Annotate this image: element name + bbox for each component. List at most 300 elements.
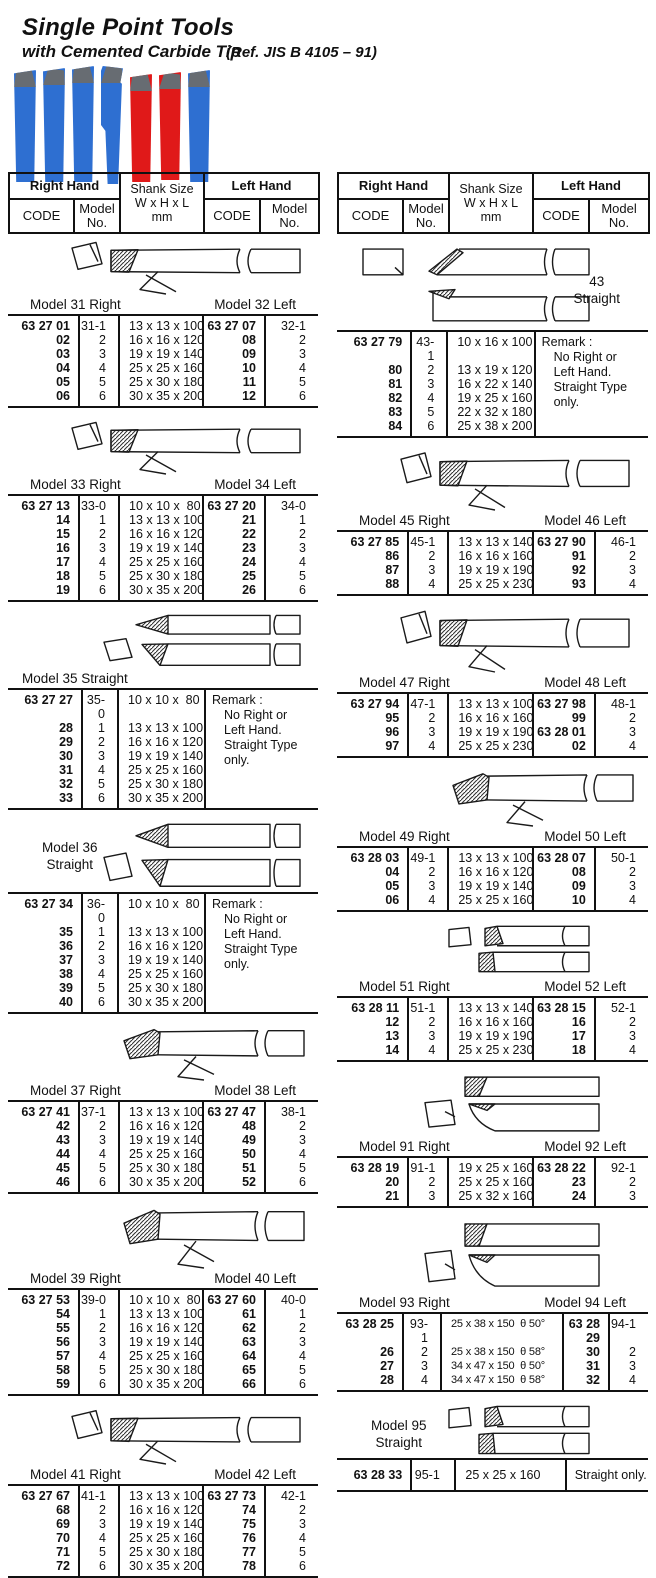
right-code-cell: 27 (380, 1359, 394, 1373)
tool-drawing-model-51-52 (337, 922, 648, 976)
table-row (8, 1101, 318, 1119)
spec-table-model-93-94 (337, 1312, 648, 1392)
right-model-cell: 3 (408, 725, 448, 739)
left-code-cell: 09 (203, 347, 265, 361)
right-model-cell: 3 (79, 1517, 119, 1531)
shank-size-cell: 16 x 16 x 120 (448, 865, 532, 879)
shank-size-cell: 19 x 19 x 140 (119, 1335, 203, 1349)
left-model-cell: 4 (595, 1043, 648, 1061)
model-label-right: Model 51 Right (359, 979, 450, 994)
table-row (337, 739, 648, 757)
right-code-cell: 63 27 41 (21, 1105, 70, 1119)
shank-size-cell: 16 x 22 x 140 (447, 377, 534, 391)
model-cell: 3 (82, 953, 118, 967)
group-model-35 (8, 612, 318, 810)
right-code-cell: 63 28 25 (345, 1317, 394, 1331)
code-header: CODE (9, 199, 74, 233)
right-model-cell: 3 (79, 541, 119, 555)
shank-size-cell: 25 x 25 x 160 (119, 555, 203, 569)
tool-bit-blue-1 (14, 70, 36, 182)
left-model-cell: 1 (265, 513, 318, 527)
right-code-cell: 14 (56, 513, 70, 527)
table-row (8, 361, 318, 375)
shank-size-cell: 16 x 16 x 120 (119, 1503, 203, 1517)
left-model-cell: 2 (595, 865, 648, 879)
right-code-cell: 63 27 85 (350, 535, 400, 549)
tool-drawing-sketch (8, 612, 318, 670)
shank-size-cell: 22 x 32 x 180 (447, 405, 534, 419)
code-cell: 83 (388, 405, 403, 419)
shank-size-cell: 25 x 25 x 160 (119, 1349, 203, 1363)
right-model-cell: 6 (79, 1175, 119, 1193)
left-model-cell: 32-1 (265, 315, 318, 333)
table-row (337, 997, 648, 1015)
left-code-cell: 63 27 90 (533, 531, 595, 549)
shank-size-cell: 30 x 35 x 200 (118, 995, 205, 1013)
left-code-cell: 63 27 47 (203, 1101, 265, 1119)
spec-table-model-45-46 (337, 530, 648, 596)
table-row (8, 1175, 318, 1193)
left-model-cell: 48-1 (595, 693, 648, 711)
shank-size-cell: 13 x 13 x 100 (448, 693, 532, 711)
shank-size-cell: 16 x 16 x 160 (448, 549, 532, 563)
code-cell: 84 (388, 419, 403, 433)
table-row (337, 1189, 648, 1207)
shank-size-cell: 19 x 19 x 140 (119, 347, 203, 361)
left-model-cell: 4 (265, 1349, 318, 1363)
left-code-cell: 10 (203, 361, 265, 375)
left-code-cell: 76 (203, 1531, 265, 1545)
shank-size-cell: 30 x 35 x 200 (119, 1175, 203, 1193)
spec-table-model-37-38 (8, 1100, 318, 1194)
table-row (337, 693, 648, 711)
model-cell: 1 (82, 925, 118, 939)
right-model-cell: 6 (79, 583, 119, 601)
table-row (337, 563, 648, 577)
left-code-cell: 48 (203, 1119, 265, 1133)
right-model-cell: 2 (403, 1345, 441, 1359)
code-header: CODE (338, 199, 403, 233)
left-model-cell: 4 (265, 361, 318, 375)
table-row (8, 541, 318, 555)
right-code-cell: 03 (56, 347, 70, 361)
model-label-model-35: Model 35 Straight (22, 671, 128, 686)
tool-drawing-sketch (337, 768, 647, 826)
table-row (337, 1373, 648, 1391)
left-code-cell: 24 (533, 1189, 595, 1207)
right-code-cell: 63 27 94 (350, 697, 400, 711)
table-row (8, 1307, 318, 1321)
left-model-cell: 1 (265, 1307, 318, 1321)
right-model-cell: 2 (408, 549, 448, 563)
right-code-cell: 46 (56, 1175, 70, 1189)
left-model-cell: 52-1 (595, 997, 648, 1015)
table-row (337, 1175, 648, 1189)
shank-size-cell: 30 x 35 x 200 (119, 1377, 203, 1395)
table-row (337, 1157, 648, 1175)
model-label-left: Model 38 Left (214, 1083, 296, 1098)
model-cell: 2 (82, 735, 118, 749)
right-code-cell: 02 (56, 333, 70, 347)
table-row (337, 893, 648, 911)
right-model-cell: 3 (79, 1133, 119, 1147)
right-code-cell: 63 27 53 (21, 1293, 70, 1307)
shank-size-cell: 16 x 16 x 120 (119, 1119, 203, 1133)
model-cell: 5 (82, 777, 118, 791)
right-code-cell: 28 (380, 1373, 394, 1387)
left-code-cell: 75 (203, 1517, 265, 1531)
model-cell: 35-0 (82, 689, 118, 721)
model-labels (337, 511, 648, 528)
shank-size-cell: 25 x 30 x 180 (119, 1363, 203, 1377)
left-model-cell: 92-1 (595, 1157, 648, 1175)
right-model-cell: 6 (79, 1559, 119, 1577)
right-model-cell: 2 (408, 1015, 448, 1029)
model-label-left: Model 52 Left (544, 979, 626, 994)
right-model-cell: 3 (408, 879, 448, 893)
tool-drawing-sketch (337, 1072, 647, 1136)
right-model-cell: 39-0 (79, 1289, 119, 1307)
column-header-table (337, 172, 650, 234)
carbide-tip (43, 68, 65, 85)
shank-size-cell: 13 x 13 x 100 (119, 315, 203, 333)
shank-size-cell: 16 x 16 x 120 (118, 939, 205, 953)
carbide-tip (14, 70, 36, 87)
right-code-cell: 95 (385, 711, 400, 725)
remark-cell: Remark : No Right or Left Hand. Straight Type only. (205, 689, 318, 809)
left-code-cell: 11 (203, 375, 265, 389)
table-row (8, 1349, 318, 1363)
table-row (8, 893, 318, 925)
model-no-header: Model No. (403, 199, 449, 233)
tool-drawing-model-91-92 (337, 1072, 648, 1136)
shank-size-cell: 16 x 16 x 120 (119, 1321, 203, 1335)
model-labels (337, 977, 648, 994)
column-header-table (8, 172, 320, 234)
left-code-cell: 51 (203, 1161, 265, 1175)
left-model-cell: 3 (595, 725, 648, 739)
model-label-left: Model 32 Left (214, 297, 296, 312)
left-code-cell: 32 (563, 1373, 609, 1391)
model-no-header: Model No. (74, 199, 120, 233)
shank-size-cell: 19 x 19 x 190 (448, 1029, 532, 1043)
right-model-cell: 41-1 (79, 1485, 119, 1503)
shank-size-cell: 25 x 25 x 230 (448, 1043, 532, 1061)
table-row (8, 1147, 318, 1161)
shank-size-cell: 16 x 16 x 120 (119, 333, 203, 347)
model-labels (8, 475, 318, 492)
left-model-cell: 2 (265, 333, 318, 347)
shank-size-cell: 19 x 19 x 190 (448, 725, 532, 739)
table-row (8, 1119, 318, 1133)
right-code-cell: 06 (385, 893, 400, 907)
model-label-left: Model 40 Left (214, 1271, 296, 1286)
shank-size-cell: 30 x 35 x 200 (119, 389, 203, 407)
tool-drawing-model-39-40 (8, 1204, 318, 1268)
group-model-47-48 (337, 606, 648, 758)
left-code-cell: 25 (203, 569, 265, 583)
model-cell: 95-1 (411, 1459, 455, 1491)
right-code-cell: 63 27 67 (21, 1489, 70, 1503)
tool-bits-photo (14, 66, 217, 186)
left-code-cell: 63 28 07 (533, 847, 595, 865)
right-code-cell: 63 28 03 (350, 851, 400, 865)
right-hand-header: Right Hand (338, 173, 449, 199)
shank-size-cell: 25 x 30 x 180 (118, 981, 205, 995)
table-row (337, 1029, 648, 1043)
table-row (337, 1459, 648, 1491)
left-model-cell: 34-0 (265, 495, 318, 513)
shank-size-cell: 25 x 30 x 180 (119, 1161, 203, 1175)
shank-size-cell: 25 x 25 x 160 (118, 763, 205, 777)
shank-size-cell: 30 x 35 x 200 (119, 583, 203, 601)
shank-size-cell: 25 x 25 x 160 (119, 361, 203, 375)
left-model-cell: 5 (265, 1545, 318, 1559)
code-cell: 28 (59, 721, 73, 735)
left-code-cell: 08 (203, 333, 265, 347)
model-label-right: Model 39 Right (30, 1271, 121, 1286)
group-model-36 (8, 820, 318, 1014)
shank-size-cell: 25 x 30 x 180 (119, 1545, 203, 1559)
left-code-cell: 63 27 20 (203, 495, 265, 513)
left-code-cell: 63 (203, 1335, 265, 1349)
code-cell: 81 (388, 377, 403, 391)
table-row (337, 1313, 648, 1345)
left-model-cell: 5 (265, 1363, 318, 1377)
left-model-cell: 4 (609, 1373, 648, 1391)
table-row (8, 1363, 318, 1377)
group-model-93-94 (337, 1218, 648, 1392)
right-code-cell: 05 (56, 375, 70, 389)
left-code-cell: 22 (203, 527, 265, 541)
tool-drawing-sketch (8, 238, 318, 294)
code-cell: 33 (59, 791, 73, 805)
left-code-cell: 02 (533, 739, 595, 757)
left-model-cell: 3 (595, 1189, 648, 1207)
tool-drawing-sketch (8, 1024, 318, 1080)
shank-size-cell: 25 x 38 x 200 (447, 419, 534, 437)
left-code-cell: 92 (533, 563, 595, 577)
right-code-cell: 20 (385, 1175, 400, 1189)
table-row (8, 347, 318, 361)
left-code-cell: 18 (533, 1043, 595, 1061)
tool-drawing-sketch (8, 1204, 318, 1268)
right-model-cell: 4 (408, 739, 448, 757)
left-model-cell: 42-1 (265, 1485, 318, 1503)
table-row (8, 583, 318, 601)
left-code-cell: 62 (203, 1321, 265, 1335)
left-model-cell: 2 (609, 1345, 648, 1359)
tool-bit-blue-4 (101, 66, 123, 184)
shank-size-cell: 25 x 25 x 160 (118, 967, 205, 981)
shank-size-cell: 25 x 38 x 150 θ 58° (441, 1345, 563, 1359)
reference-standard: (Ref. JIS B 4105 – 91) (226, 44, 377, 61)
shank-size-cell: 30 x 35 x 200 (118, 791, 205, 809)
left-model-cell: 46-1 (595, 531, 648, 549)
left-code-cell: 12 (203, 389, 265, 407)
model-labels (337, 673, 648, 690)
table-row (8, 527, 318, 541)
shank-size-cell: 13 x 13 x 100 (118, 721, 205, 735)
left-model-cell: 3 (595, 563, 648, 577)
tool-drawing-sketch (337, 922, 647, 976)
right-code-cell: 69 (56, 1517, 70, 1531)
model-cell: 43-1 (411, 331, 447, 363)
shank-size-cell: 13 x 13 x 100 (119, 1485, 203, 1503)
left-model-cell: 2 (265, 1321, 318, 1335)
shank-size-cell: 19 x 19 x 140 (118, 953, 205, 967)
right-code-cell: 63 27 13 (21, 499, 70, 513)
model-cell: 4 (82, 763, 118, 777)
tool-bit-blue-2 (43, 68, 65, 182)
right-code-cell: 58 (56, 1363, 70, 1377)
shank-size-cell: 19 x 19 x 140 (448, 879, 532, 893)
right-model-cell: 2 (408, 1175, 448, 1189)
left-code-cell: 63 27 73 (203, 1485, 265, 1503)
tool-drawing-sketch (337, 606, 647, 672)
left-model-cell: 3 (265, 1133, 318, 1147)
left-model-cell: 3 (609, 1359, 648, 1373)
spec-table-model-43 (337, 330, 648, 438)
group-model-41-42 (8, 1406, 318, 1578)
code-cell: 39 (59, 981, 73, 995)
shank-size-cell: 16 x 16 x 160 (448, 1015, 532, 1029)
right-model-cell: 49-1 (408, 847, 448, 865)
left-code-cell: 52 (203, 1175, 265, 1193)
left-model-cell: 6 (265, 1175, 318, 1193)
group-model-37-38 (8, 1024, 318, 1194)
right-code-cell: 15 (56, 527, 70, 541)
tool-drawing-model-93-94 (337, 1218, 648, 1292)
model-cell: 3 (82, 749, 118, 763)
model-labels (8, 1269, 318, 1286)
table-row (337, 1359, 648, 1373)
code-cell: 40 (59, 995, 73, 1009)
left-code-cell: 49 (203, 1133, 265, 1147)
model-label-right: Model 49 Right (359, 829, 450, 844)
right-model-cell: 4 (79, 555, 119, 569)
model-label-right: Model 47 Right (359, 675, 450, 690)
right-code-cell: 18 (56, 569, 70, 583)
table-row (8, 569, 318, 583)
tool-drawing-model-49-50 (337, 768, 648, 826)
right-code-cell: 04 (385, 865, 400, 879)
right-code-cell: 86 (385, 549, 400, 563)
right-model-cell: 33-0 (79, 495, 119, 513)
code-header: CODE (533, 199, 589, 233)
model-label-model-36: Model 36 Straight (42, 839, 98, 872)
shank-size-cell: 13 x 13 x 100 (448, 847, 532, 865)
spec-table-model-95 (337, 1458, 648, 1492)
spec-table-model-41-42 (8, 1484, 318, 1578)
tool-drawing-model-41-42 (8, 1406, 318, 1464)
right-code-cell: 63 28 19 (350, 1161, 400, 1175)
right-model-cell: 5 (79, 1363, 119, 1377)
left-column (8, 172, 318, 1578)
left-model-cell: 40-0 (265, 1289, 318, 1307)
left-model-cell: 6 (265, 389, 318, 407)
shank-size-cell: 19 x 19 x 140 (119, 1133, 203, 1147)
table-row (337, 879, 648, 893)
right-model-cell: 37-1 (79, 1101, 119, 1119)
right-code-cell: 04 (56, 361, 70, 375)
tool-drawing-model-31-32 (8, 238, 318, 294)
table-row (8, 1559, 318, 1577)
right-model-cell: 4 (408, 1043, 448, 1061)
right-model-cell: 91-1 (408, 1157, 448, 1175)
table-row (8, 1377, 318, 1395)
left-code-cell: 91 (533, 549, 595, 563)
shank-size-cell: 13 x 13 x 100 (119, 513, 203, 527)
right-code-cell: 43 (56, 1133, 70, 1147)
left-code-cell: 63 28 01 (533, 725, 595, 739)
left-code-cell: 10 (533, 893, 595, 911)
left-code-cell: 23 (203, 541, 265, 555)
right-model-cell: 4 (79, 1531, 119, 1545)
code-cell: 63 28 33 (353, 1468, 403, 1482)
shank-size-cell: 25 x 38 x 150 θ 50° (441, 1313, 563, 1345)
right-model-cell: 31-1 (79, 315, 119, 333)
spec-table-model-47-48 (337, 692, 648, 758)
shank-size-cell: 25 x 25 x 160 (119, 1147, 203, 1161)
right-model-cell: 3 (79, 1335, 119, 1349)
carbide-tip (72, 66, 94, 83)
left-code-cell: 61 (203, 1307, 265, 1321)
code-cell: 35 (59, 925, 73, 939)
shank-size-cell: 19 x 19 x 190 (448, 563, 532, 577)
right-model-cell: 4 (79, 361, 119, 375)
model-cell: 2 (82, 939, 118, 953)
tool-drawing-sketch (337, 1218, 647, 1292)
model-cell: 2 (411, 363, 447, 377)
shank-size-cell: 10 x 10 x 80 (118, 893, 205, 925)
right-model-cell: 5 (79, 375, 119, 389)
code-cell: 63 27 34 (24, 897, 73, 911)
shank-size-cell: 16 x 16 x 160 (448, 711, 532, 725)
left-code-cell: 63 28 15 (533, 997, 595, 1015)
table-row (337, 531, 648, 549)
shank-size-cell: 30 x 35 x 200 (119, 1559, 203, 1577)
table-row (8, 1531, 318, 1545)
model-label-left: Model 46 Left (544, 513, 626, 528)
model-cell: 36-0 (82, 893, 118, 925)
left-model-cell: 3 (265, 1335, 318, 1349)
table-row (8, 1133, 318, 1147)
left-model-cell: 6 (265, 1559, 318, 1577)
code-cell: 63 27 79 (353, 335, 403, 349)
spec-table-model-35 (8, 688, 318, 810)
right-model-cell: 2 (79, 1119, 119, 1133)
code-cell: 30 (59, 749, 73, 763)
left-code-cell: 78 (203, 1559, 265, 1577)
left-model-cell: 5 (265, 569, 318, 583)
left-code-cell: 66 (203, 1377, 265, 1395)
right-model-cell: 4 (408, 893, 448, 911)
code-cell: 36 (59, 939, 73, 953)
right-code-cell: 56 (56, 1335, 70, 1349)
page-subtitle: with Cemented Carbide Tip (22, 42, 241, 61)
right-code-cell: 26 (380, 1345, 394, 1359)
left-model-cell: 2 (265, 527, 318, 541)
right-model-cell: 2 (79, 333, 119, 347)
right-code-cell: 55 (56, 1321, 70, 1335)
left-code-cell: 93 (533, 577, 595, 595)
tool-drawing-model-95 (337, 1402, 648, 1458)
tool-drawing-model-47-48 (337, 606, 648, 672)
carbide-tip (101, 66, 123, 83)
right-model-cell: 6 (79, 1377, 119, 1395)
shank-size-cell: 10 x 10 x 80 (118, 689, 205, 721)
